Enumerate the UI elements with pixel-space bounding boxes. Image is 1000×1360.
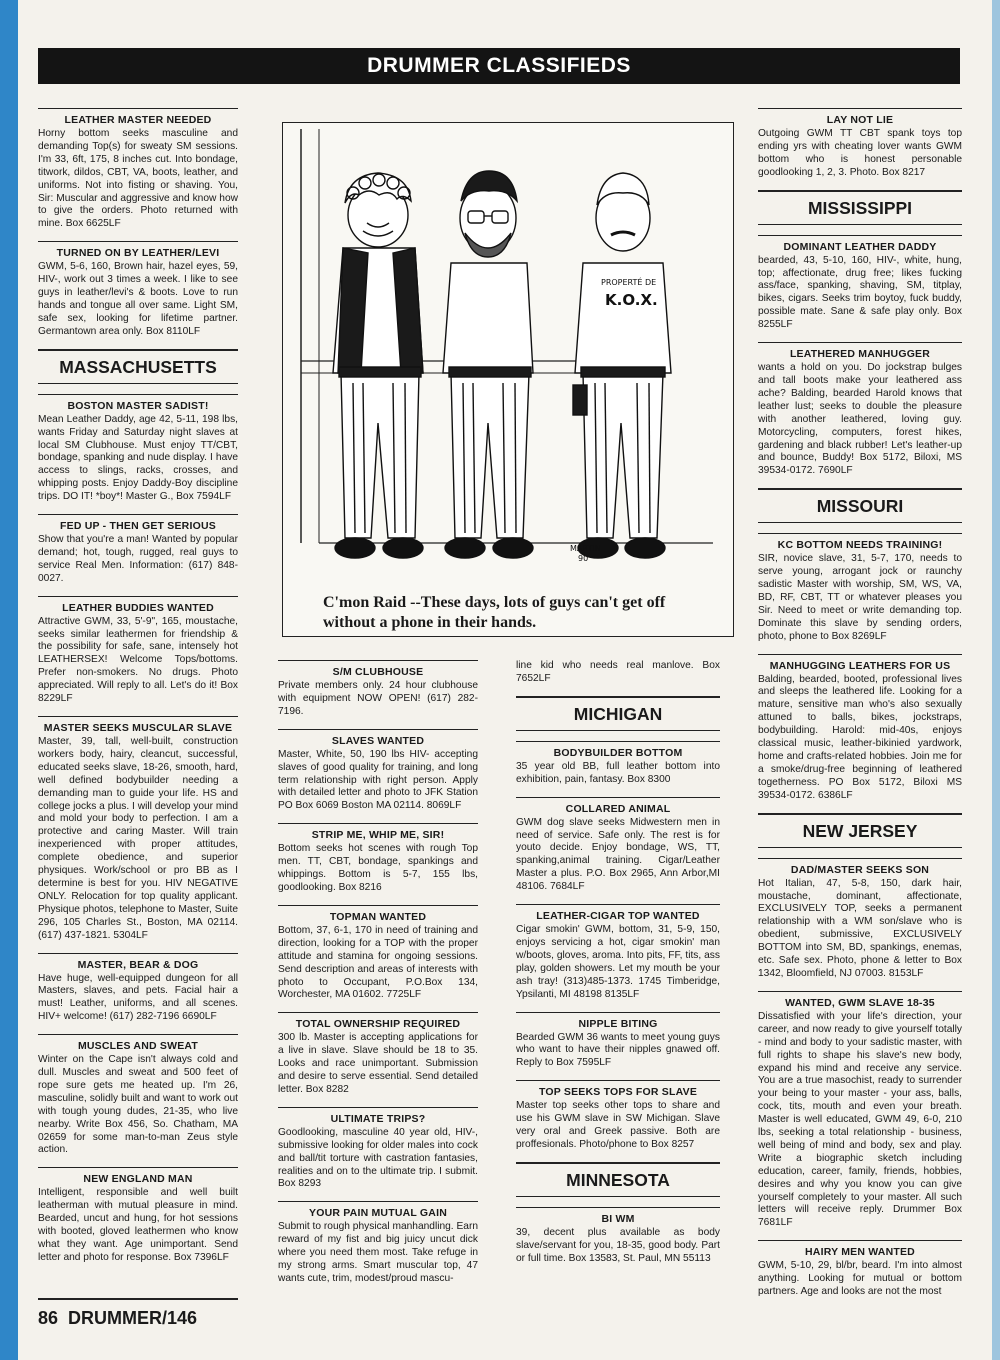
state-heading-new-jersey: NEW JERSEY (758, 813, 962, 848)
ad-title: FED UP - THEN GET SERIOUS (60, 520, 216, 533)
footer-rule (38, 1298, 238, 1300)
ad-title: ULTIMATE TRIPS? (330, 1112, 426, 1125)
classified-ad (758, 108, 962, 180)
classified-ad (38, 953, 238, 1025)
classified-ad (278, 1107, 478, 1192)
ad-body: Bottom, 37, 6-1, 170 in need of training and direction, looking for a TOP with the proper attitude and stamina for ongoing sessions. Send description and areas of interests with photo to Occupant, P.O.Box 134, Worchester, MA 01602. 7725LF (278, 924, 478, 1001)
classified-ad (516, 797, 720, 894)
ad-body: SIR, novice slave, 31, 5-7, 170, needs to serve young, arrogant jock or raunchy sadistic Master with worship, SM, WS, VA, BD, RF, CBT, TT or whatever pleases you Sir. Need to meet or write demanding top. Dominate this slave by sending orders, photo, phone to Box 8269LF (758, 553, 962, 642)
classified-ad (758, 235, 962, 332)
artist-signature-year: 90 (578, 554, 589, 563)
ad-body: Master, 39, tall, well-built, construction workers body, hairy, cleancut, successful, educated seeks slave, 18-26, smooth, hard, well defined bodybuilder needing a demanding man to guide your life. HS and college jocks a plus. I will develop your mind and mold your body to perfection. I am a protective and caring Master. Will train inexperienced with proper attitudes, complete obedience, and superior physiques. Work/school or pro BB as I determine is best for you. HIV NEGATIVE ONLY. Relocation for top quality applicant. Physique photos, telephone to Master, Suite 296, 105 Charles St., Boston, MA 02114. (617) 437-1821. 5304LF (38, 736, 238, 941)
classified-ad (38, 108, 238, 231)
classified-ad (38, 716, 238, 943)
ad-body: Intelligent, responsible and well built leatherman with mutual pleasure in mind. Bearded, uncut and hung, for hot sessions with booted, gloved leathermen who know what they want. Age unimportant. Send letter and photo for response. Box 7396LF (38, 1187, 238, 1263)
classified-ad (278, 823, 478, 895)
classified-ad (758, 654, 962, 803)
ad-title: S/M CLUBHOUSE (332, 666, 424, 678)
ad-body: GWM, 5-6, 160, Brown hair, hazel eyes, 59, HIV-, work out 3 times a week. I like to see guys in leather/levi's & boots. Love to run hands and tongue all over same. Light SM, safe sex, looking for lifetime partner. Germantown area only. Box 8110LF (38, 261, 238, 337)
state-heading-minnesota: MINNESOTA (516, 1162, 720, 1197)
state-heading-massachusetts: MASSACHUSETTS (38, 349, 238, 384)
ad-body: Winter on the Cape isn't always cold and dull. Muscles and sweat and 500 feet of rope sure gets me heated up. I'm 26, masculine, solidly built and want to work out with tough young dudes, 21-35, who live nearby. Write Box 456, So. Chatham, MA 02659 for some man-to-man Zeus style action. (38, 1054, 238, 1156)
figure-center (443, 171, 533, 558)
ad-continuation-text: line kid who needs real manlove. Box 7652LF (516, 660, 720, 684)
ad-body: Goodlooking, masculine 40 year old, HIV-, submissive looking for older males into cock and ball/tit torture with castration fantasies, realities and on to the ultimate trip. I submit. Box 8293 (278, 1126, 478, 1190)
ad-body: Dissatisfied with your life's direction, your career, and now ready to give yourself totally - mind and body to your sadistic master, with full rights to shape his slave's new body, expand his mind and receive any service. You are a true masochist, ready to surrender your being to your master - your ass, balls, cock, tits, mouth and even your breath. Master is well educated, GWM 49, 6-0, 210 lbs, seeking a total relationship - business, well being of mind and body, sex and play. Write a biographic sketch including education, career, family, friends, hobbies, desires and why you know you can give yourself completely to your master. All such letters will receive reply. Drummer Box 7681LF (758, 1010, 962, 1229)
ad-body: 39, decent plus available as body slave/servant for you, 18-35, good body. Part or full time. Box 13583, St. Paul, MN 55113 (516, 1226, 720, 1264)
ad-body: GWM, 5-10, 29, bl/br, beard. I'm into almost anything. Looking for mutual or bottom partners. Age and looks are not the most (758, 1260, 962, 1298)
ad-title: BODYBUILDER BOTTOM (553, 746, 683, 759)
ad-body: Master top seeks other tops to share and use his GWM slave in SW Michigan. Slave very oral and Greek passive. Both are proffesionals. Photo/phone to Box 8257 (516, 1100, 720, 1150)
ad-body: Bottom seeks hot scenes with rough Top men. TT, CBT, bondage, spankings and whippings. Bottom is 5-7, 155 lbs, goodlooking. Box 8216 (278, 843, 478, 893)
page-number: 86 (38, 1308, 59, 1328)
page-edge-strip-right (992, 0, 1000, 1360)
shirt-text-bottom: K.O.X. (605, 291, 658, 309)
ad-body: wants a hold on you. Do jockstrap bulges and tall boots make your leathered ass ache? Balding, bearded Harold knows that leather lust; seeks to double the pleasure with another leathered, loving guy. Motorcycling, computers, forest hikes, gardening and black rubber! Let's leather-up and bounce, Buddy! Box 5172, Biloxi, MS 39534-0172. 7690LF (758, 362, 962, 477)
ad-title: COLLARED ANIMAL (565, 802, 671, 815)
classified-ad (516, 904, 720, 1001)
ad-body: Balding, bearded, booted, professional lives and sleeps the leathered life. Looking for a mature, sensitive man who's also sexually attuned to balls, bikes, jockstraps, bodybuilding. Harold: mid-40s, enjoys classical music, leather-bikinied yardwork, home and crafts-related hobbies. Join me for a smoke/drug-free beginning of leathered togetherness. PO Box 5172, Biloxi MS 39534-0172. 6386LF (758, 673, 962, 801)
ad-body: Bearded GWM 36 wants to meet young guys who want to have their nipples gnawed off. Reply to Box 7595LF (516, 1031, 720, 1069)
ad-body: Outgoing GWM TT CBT spank toys top ending yrs with cheating lover wants GWM bottom who is honest personable goodlooking 1, 2, 3. Photo. Box 8217 (758, 128, 962, 178)
ad-title: LAY NOT LIE (826, 114, 894, 126)
classified-ad (758, 1240, 962, 1299)
ad-body: 35 year old BB, full leather bottom into exhibition, pain, fantasy. Box 8300 (516, 760, 720, 785)
ad-title: MUSCLES AND SWEAT (77, 1040, 199, 1053)
ad-title: MANHUGGING LEATHERS FOR US (769, 659, 951, 672)
ad-title: SLAVES WANTED (331, 734, 425, 747)
ad-body: Have huge, well-equipped dungeon for all Masters, slaves, and pets. Facial hair a must! Leather, uniforms, and all scenes. HIV+ welcome! (617) 282-7196 6690LF (38, 972, 238, 1023)
page-footer (38, 1308, 197, 1329)
ad-title: KC BOTTOM NEEDS TRAINING! (777, 539, 943, 552)
ad-title: LEATHERED MANHUGGER (789, 348, 931, 361)
column-4 (758, 108, 962, 1308)
ad-title: STRIP ME, WHIP ME, SIR! (311, 829, 445, 842)
issue-label: DRUMMER/146 (68, 1308, 198, 1328)
page-edge-strip (0, 0, 18, 1360)
classified-ad (516, 741, 720, 787)
ad-title: LEATHER-CIGAR TOP WANTED (536, 910, 700, 923)
shirt-text-top: PROPERTÉ DE (601, 278, 657, 287)
ad-title: BI WM (601, 1212, 635, 1225)
ad-title: MASTER SEEKS MUSCULAR SLAVE (43, 722, 233, 734)
ad-title: MASTER, BEAR & DOG (77, 958, 199, 971)
cartoon-illustration (283, 123, 733, 636)
ad-title: WANTED, GWM SLAVE 18-35 (785, 996, 935, 1009)
ad-body: Hot Italian, 47, 5-8, 150, dark hair, moustache, dominant, affectionate, EXCLUSIVELY TOP, seeks a permanent relationship with a WM son/slave who is obedient, submissive, EXCLUSIVELY BOTTOM into SM, BD, spankings, enemas, etc. Safe sex. Photo, phone & letter to Box 1342, Bloomfield, NJ 07003. 8153LF (758, 877, 962, 979)
state-heading-mississippi: MISSISSIPPI (758, 190, 962, 225)
ad-body: Show that you're a man! Wanted by popular demand; hot, tough, rugged, real guys to service Real Men. Information: (617) 848-0027. (38, 534, 238, 584)
ad-title: TURNED ON BY LEATHER/LEVI (56, 247, 220, 260)
ad-body: GWM dog slave seeks Midwestern men in need of service. Safe only. The rest is for youto decide. Enjoy bondage, WS, TT, spanking,animal training. Cigar/Leather Master a plus. P.O. Box 2965, Ann Arbor,MI 48106. 7684LF (516, 816, 720, 893)
classified-ad (38, 241, 238, 338)
classified-ad (38, 596, 238, 706)
ad-title: TOTAL OWNERSHIP REQUIRED (295, 1018, 461, 1031)
column-1 (38, 108, 238, 1298)
ad-title: LEATHER BUDDIES WANTED (62, 601, 214, 614)
classified-ad (38, 514, 238, 586)
section-banner: DRUMMER CLASSIFIEDS (38, 48, 960, 84)
classified-ad (758, 342, 962, 478)
ad-title: LEATHER MASTER NEEDED (64, 114, 212, 126)
classified-ad (516, 1012, 720, 1071)
ad-title: NEW ENGLAND MAN (83, 1173, 193, 1186)
classified-ad (38, 394, 238, 504)
state-heading-michigan: MICHIGAN (516, 696, 720, 731)
cartoon-caption: C'mon Raid --These days, lots of guys can't get off without a phone in their hands. (323, 594, 666, 631)
ad-body: 300 lb. Master is accepting applications for a live in slave. Slave should be 18 to 35. Looks and race unimportant. Submission and desire to serve essential. Send detailed letter. Box 8282 (278, 1032, 478, 1095)
state-heading-missouri: MISSOURI (758, 488, 962, 523)
classified-ad (758, 533, 962, 643)
classified-ad (278, 729, 478, 814)
ad-title: BOSTON MASTER SADIST! (67, 399, 209, 412)
classified-ad (38, 1034, 238, 1157)
ad-body: Mean Leather Daddy, age 42, 5-11, 198 lbs, wants Friday and Saturday night slaves at local SM Clubhouse. Must enjoy TT/CBT, bondage, spanking and nude display. I have access to slings, racks, crosses, and whipping posts. Enjoy Daddy-Boy discipline trips. DO IT! *boy*! Master G., Box 7594LF (38, 413, 238, 503)
classified-ad (758, 858, 962, 981)
classified-ad (278, 1201, 478, 1286)
ad-body: Private members only. 24 hour clubhouse with equipment NOW OPEN! (617) 282-7196. (278, 680, 478, 717)
classified-ad (278, 660, 478, 719)
ad-body: Horny bottom seeks masculine and demanding Top(s) for sweaty SM sessions. I'm 33, 6ft, 175, 8 inches cut. Into bondage, titwork, dildos, CBT, VA, boots, leather, and uniforms. Not into fisting or shaving. You, Sir: Muscular and aggressive and know how to give the orders. Photo returned with mine. Box 6625LF (38, 128, 238, 230)
ad-title: HAIRY MEN WANTED (805, 1246, 915, 1259)
ad-title: DOMINANT LEATHER DADDY (783, 240, 937, 253)
ad-title: TOPMAN WANTED (329, 910, 427, 923)
ad-title: TOP SEEKS TOPS FOR SLAVE (538, 1086, 698, 1099)
ad-title: DAD/MASTER SEEKS SON (790, 863, 930, 876)
classified-ad (278, 905, 478, 1002)
ad-body: Master, White, 50, 190 lbs HIV- accepting slaves of good quality for training, and long term relationship with right person. Apply with detailed letter and photo to JFK Station PO Box 6069 Boston MA 02114. 8069LF (278, 748, 478, 812)
classified-ad (758, 991, 962, 1230)
ad-body: Cigar smokin' GWM, bottom, 31, 5-9, 150, enjoys servicing a hot, cigar smokin' man w/boots, gloves, aroma. Into pits, FF, tits, ass play, golden showers. Let my mouth be your ash tray! (313)485-1373. 1745 Timberidge, Ypsilanti, MI 48198 8135LF (516, 924, 720, 1000)
classified-ad (38, 1167, 238, 1264)
column-2 (278, 660, 478, 1300)
classified-ad (516, 1207, 720, 1266)
column-3 (516, 660, 720, 1300)
cartoon-frame (282, 122, 734, 637)
ad-body: Submit to rough physical manhandling. Earn reward of my fist and big juicy uncut dick where you need them most. Take refuge in my strong arms. Smart muscular top, 47 wants cute, trim, modest/proud mascu- (278, 1221, 478, 1284)
classified-ad (516, 1080, 720, 1152)
ad-body: bearded, 43, 5-10, 160, HIV-, white, hung, top; affectionate, drug free; likes fucking ass/face, spanking, shaving, SM, titplay, bikes, cigars. Seeks trim boytoy, fuck buddy, possible mate. Sane & safe play only. Box 8255LF (758, 254, 962, 331)
artist-signature: MARTIN (570, 544, 601, 553)
classified-ad (278, 1012, 478, 1097)
ad-body: Attractive GWM, 33, 5'-9", 165, moustache, seeks similar leathermen for friendship & the possibility for safe, sane, intensely hot LEATHERSEX! Welcome Tops/bottoms. Prefer non-smokers. No drugs. Photo appreciated. Will reply to all. Let's do it! Box 8229LF (38, 615, 238, 705)
ad-title: NIPPLE BITING (578, 1017, 658, 1030)
figure-left (333, 173, 423, 558)
ad-title: YOUR PAIN MUTUAL GAIN (309, 1207, 447, 1220)
figure-right (573, 173, 671, 558)
